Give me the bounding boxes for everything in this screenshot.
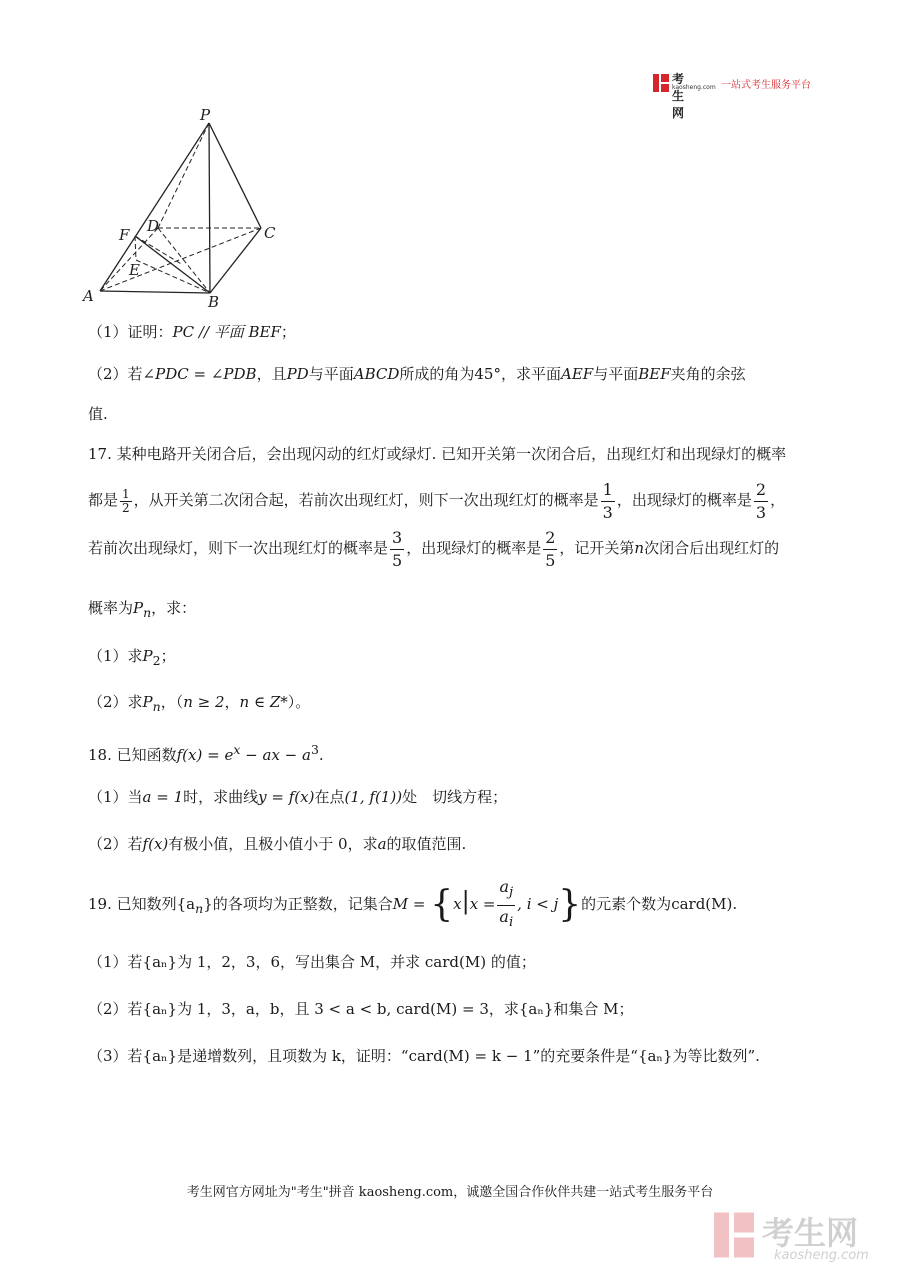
fraction-three-fifths: $\frac{3}{5}$ bbox=[392, 527, 403, 570]
watermark bbox=[714, 1212, 869, 1263]
edge-PB bbox=[209, 123, 210, 293]
q16-part2-cont: 值. bbox=[88, 405, 108, 423]
header-logo bbox=[653, 72, 811, 120]
label-P: P bbox=[200, 106, 211, 124]
q18-part1: （1）当a = 1时，求曲线y = f(x)在点(1, f(1))处 切线方程； bbox=[88, 788, 508, 806]
q19-part3: （3）若{aₙ}是递增数列，且项数为 k，证明：“card(M) = k − 1”的充要条件是“{aₙ}为等比数列”. bbox=[88, 1047, 760, 1065]
fraction-one-third: $\frac{1}{3}$ bbox=[602, 479, 613, 522]
fraction-one-half: $\frac{1}{2}$ bbox=[122, 486, 130, 515]
kaosheng-logo-icon bbox=[653, 74, 669, 92]
header-slogan: 一站式考生服务平台 bbox=[721, 80, 811, 91]
fraction-aj-ai: $\frac{a_j}{a_i}$ bbox=[499, 877, 514, 930]
edge-PC bbox=[209, 123, 261, 228]
fraction-two-thirds: $\frac{2}{3}$ bbox=[755, 479, 767, 522]
label-D: D bbox=[147, 217, 160, 235]
q18-part2: （2）若f(x)有极小值，且极小值小于 0，求a的取值范围. bbox=[88, 835, 467, 853]
label-A: A bbox=[83, 287, 94, 305]
edge-FE bbox=[135, 236, 136, 260]
q17-line3: 若前次出现绿灯，则下一次出现红灯的概率是 $\frac{3}{5}$ ，出现绿灯的概率是 $\frac{2}{5}$ ，记开关第n次闭合后出现红灯的 bbox=[88, 527, 780, 570]
watermark-logo-icon bbox=[714, 1212, 754, 1258]
q17-part1: （1）求$P_2$； bbox=[88, 647, 176, 668]
logo-domain: kaosheng.com bbox=[672, 84, 716, 91]
q17-line4: 概率为$P_n$，求： bbox=[88, 599, 197, 620]
q16-part2: （2）若∠PDC = ∠PDB，且PD与平面ABCD所成的角为45°，求平面AEF与平面BEF夹角的余弦 bbox=[88, 365, 746, 383]
watermark-name: 考生网 bbox=[762, 1214, 859, 1252]
edge-AB bbox=[100, 291, 210, 293]
label-C: C bbox=[264, 224, 276, 242]
q18-stem: 18. 已知函数$f(x) = e^x$ − ax − $a^3$. bbox=[88, 742, 324, 764]
footer-text: 考生网官方网址为"考生"拼音 kaosheng.com，诚邀全国合作伙伴共建一站式考生服务平台 bbox=[186, 1185, 714, 1200]
edge-PD bbox=[158, 123, 209, 228]
edge-DB bbox=[158, 228, 210, 293]
label-E: E bbox=[129, 261, 140, 279]
q17-line1: 17. 某种电路开关闭合后，会出现闪动的红灯或绿灯. 已知开关第一次闭合后，出现红灯和出现绿灯的概率 bbox=[88, 445, 787, 463]
label-F: F bbox=[119, 226, 130, 244]
q19-stem: 19. 已知数列$\{a_n\}$的各项均为正整数，记集合M = {x|x = $\frac{a_j}{a_i}$ , i < j}的元素个数为card(M). bbox=[88, 876, 840, 934]
q17-part2: （2）求$P_n$，（n ≥ 2，n ∈ Z*）。 bbox=[88, 693, 311, 714]
label-B: B bbox=[208, 293, 220, 311]
q19-part2: （2）若{aₙ}为 1，3，a，b，且 3 < a < b, card(M) = 3，求{aₙ}和集合 M； bbox=[88, 1000, 634, 1018]
fraction-two-fifths: $\frac{2}{5}$ bbox=[545, 527, 556, 570]
edge-PA bbox=[100, 123, 209, 291]
watermark-domain: kaosheng.com bbox=[774, 1248, 869, 1263]
logo-name: 考生网 bbox=[672, 72, 685, 120]
q16-part1: （1）证明：PC // 平面 BEF； bbox=[88, 323, 296, 341]
q19-part1: （1）若{aₙ}为 1，2，3，6，写出集合 M，并求 card(M) 的值； bbox=[88, 953, 536, 971]
pyramid-figure bbox=[78, 100, 298, 315]
q17-line2: 都是 $\frac{1}{2}$ ，从开关第二次闭合起，若前次出现红灯，则下一次出现红灯的概率是 $\frac{1}{3}$ ，出现绿灯的概率是 $\frac{2}{3}$ ， bbox=[88, 479, 786, 522]
